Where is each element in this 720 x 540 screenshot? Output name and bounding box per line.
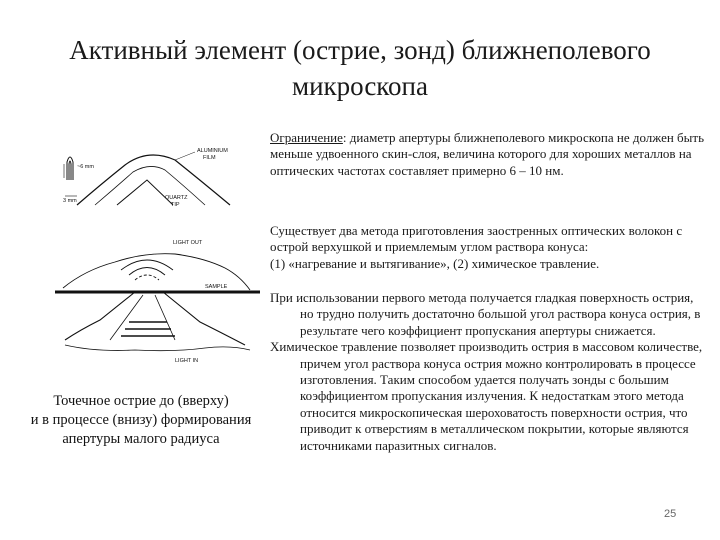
tip-figure (55, 140, 260, 365)
title-line-2: микроскопа (292, 71, 428, 101)
caption-line-1: Точечное острие до (вверху) (53, 393, 229, 409)
dim-label-bottom: 3 mm (63, 198, 77, 204)
methods-details (270, 290, 710, 454)
page-number: 25 (664, 508, 677, 520)
limitation-text: : диаметр апертуры ближнеполевого микроскопа не должен быть меньше удвоенного скин-слоя, величина которого для хороших металлов на оптических частотах составляет примерно 6 – 10 нм. (270, 130, 705, 178)
dim-label-top: ~6 mm (77, 164, 94, 170)
label-sample: SAMPLE (205, 284, 228, 290)
limitation-label: Ограничение (270, 130, 343, 145)
tip-in-process (65, 292, 250, 351)
label-light-in: LIGHT IN (175, 358, 199, 364)
methods-intro: Существует два метода приготовления заостренных оптических волокон с острой верхушкой и приемлемым углом раствора конуса: (270, 223, 683, 255)
label-aluminium: ALUMINIUM (197, 148, 228, 154)
label-quartz: QUARTZ (165, 195, 188, 201)
label-light-out: LIGHT OUT (173, 240, 203, 246)
methods-paragraph (270, 223, 710, 272)
figure-caption (10, 392, 272, 449)
slide-title (0, 32, 720, 104)
caption-line-3: апертуры малого радиуса (62, 431, 220, 447)
methods-list: (1) «нагревание и вытягивание», (2) химическое травление. (270, 255, 600, 271)
limitation-paragraph (270, 130, 710, 179)
light-out-arcs (121, 260, 173, 280)
title-line-1: Активный элемент (острие, зонд) ближнеполевого (69, 35, 651, 65)
coated-tip-top (77, 155, 230, 205)
method-1-paragraph: При использовании первого метода получается гладкая поверхность острия, но трудно получить достаточно большой угол раствора конуса острия, в результате чего коэффициент пропускания апертуры снижается. (270, 290, 701, 338)
label-tip: TIP (171, 202, 180, 208)
method-2-paragraph: Химическое травление позволяет производить острия в массовом количестве, причем угол раствора конуса острия можно контролировать в процессе изготовления. Таким способом удается получать зонды с большим коэффициентом пропускания излучения. К недостаткам этого метода относится микроскопическая шероховатость поверхности острия, что приводит к отверстиям в металлическом покрытии, которые являются источниками паразитных сигналов. (270, 339, 703, 453)
caption-line-2: и в процессе (внизу) формирования (30, 412, 252, 428)
fiber-tip-detail (64, 157, 77, 196)
label-film: FILM (203, 155, 216, 161)
